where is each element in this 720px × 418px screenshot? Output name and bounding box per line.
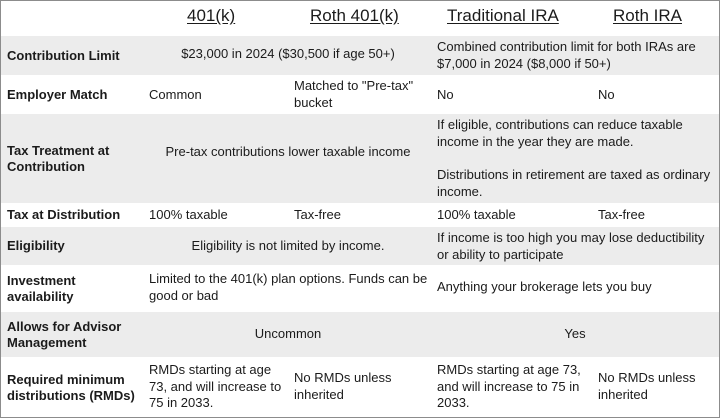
table-row-tax-treatment xyxy=(1,114,719,203)
column-header-traditional-ira: Traditional IRA xyxy=(447,6,559,25)
row-label-employer-match: Employer Match xyxy=(7,87,108,102)
row-label-investment: Investment availability xyxy=(7,272,76,304)
tax-treatment-ira-paragraph-1: If eligible, contributions can reduce taxable income in the year they are made. xyxy=(437,117,683,149)
table-row-rmd xyxy=(1,358,719,417)
table-row-advisor xyxy=(1,312,719,357)
tax-distribution-traditional-ira: 100% taxable xyxy=(437,207,516,222)
table-row-eligibility xyxy=(1,227,719,265)
row-label-tax-treatment: Tax Treatment at Contribution xyxy=(7,142,110,174)
tax-distribution-401k: 100% taxable xyxy=(149,207,228,222)
investment-401k-roth401k: Limited to the 401(k) plan options. Funds can be good or bad xyxy=(149,271,428,303)
advisor-401k-roth401k: Uncommon xyxy=(254,326,322,341)
eligibility-401k-roth401k: Eligibility is not limited by income. xyxy=(191,238,385,253)
row-label-rmd: Required minimum distributions (RMDs) xyxy=(7,371,135,403)
tax-distribution-roth-401k: Tax-free xyxy=(294,207,341,222)
rmd-roth-ira: No RMDs unless inherited xyxy=(598,370,696,402)
row-label-eligibility: Eligibility xyxy=(7,238,65,253)
tax-treatment-401k-roth401k: Pre-tax contributions lower taxable income xyxy=(165,144,411,159)
table-row-employer-match xyxy=(1,77,719,113)
row-label-tax-distribution: Tax at Distribution xyxy=(7,207,121,222)
contribution-limit-ira: Combined contribution limit for both IRAs are $7,000 in 2024 ($8,000 if 50+) xyxy=(437,39,696,71)
contribution-limit-401k-roth401k: $23,000 in 2024 ($30,500 if age 50+) xyxy=(181,46,395,61)
employer-match-roth-ira: No xyxy=(598,87,615,102)
row-label-advisor: Allows for Advisor Management xyxy=(7,318,122,350)
rmd-traditional-ira: RMDs starting at age 73, and will increase to 75 in 2033. xyxy=(437,362,581,410)
table-row-investment xyxy=(1,266,719,311)
tax-treatment-ira-paragraph-2: Distributions in retirement are taxed as ordinary income. xyxy=(437,167,711,199)
employer-match-traditional-ira: No xyxy=(437,87,454,102)
row-label-contribution-limit: Contribution Limit xyxy=(7,47,120,63)
table-header-row xyxy=(1,1,719,33)
investment-ira: Anything your brokerage lets you buy xyxy=(437,279,652,294)
employer-match-401k: Common xyxy=(149,87,202,102)
tax-distribution-roth-ira: Tax-free xyxy=(598,207,645,222)
rmd-roth-401k: No RMDs unless inherited xyxy=(294,370,392,402)
column-header-roth-401k: Roth 401(k) xyxy=(310,6,399,25)
employer-match-roth-401k: Matched to "Pre-tax" bucket xyxy=(294,78,414,110)
rmd-401k: RMDs starting at age 73, and will increase to 75 in 2033. xyxy=(149,362,282,410)
advisor-ira: Yes xyxy=(564,326,586,341)
table-row-tax-distribution xyxy=(1,204,719,226)
column-header-401k: 401(k) xyxy=(187,6,236,25)
eligibility-ira: If income is too high you may lose deductibility or ability to participate xyxy=(437,230,705,262)
column-header-roth-ira: Roth IRA xyxy=(613,6,682,25)
table-row-contribution-limit xyxy=(1,36,719,75)
